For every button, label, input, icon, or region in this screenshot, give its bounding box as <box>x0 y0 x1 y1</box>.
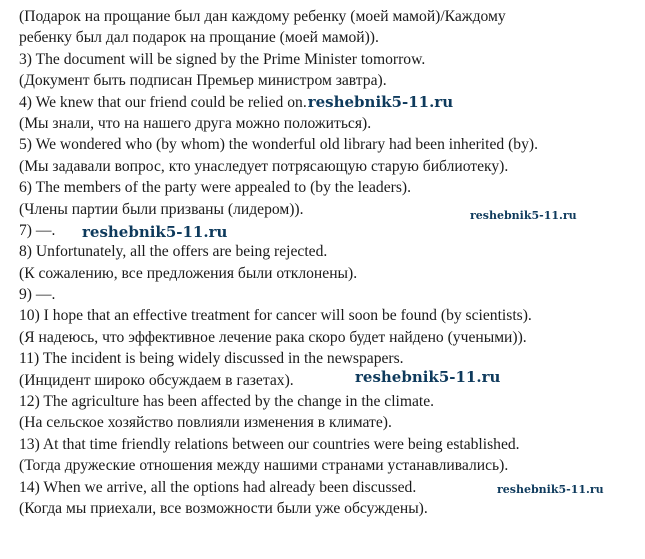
watermark: reshebnik5-11.ru <box>82 223 228 241</box>
text-line: ребенку был дал подарок на прощание (моей мамой)). <box>19 29 379 47</box>
text-line: (Документ быть подписан Премьер министром завтра). <box>19 72 387 90</box>
text-line: 7) —. <box>19 221 56 239</box>
text-line: (К сожалению, все предложения были отклонены). <box>19 264 358 282</box>
document-body <box>19 6 641 519</box>
text-line: 8) Unfortunately, all the offers are being rejected. <box>19 243 328 261</box>
text-line: (Инцидент широко обсуждаем в газетах). <box>19 371 294 389</box>
text-line: (Мы знали, что на нашего друга можно положиться). <box>19 114 372 132</box>
text-line: 3) The document will be signed by the Prime Minister tomorrow. <box>19 50 426 68</box>
text-line: 14) When we arrive, all the options had already been discussed. <box>19 478 417 496</box>
watermark: reshebnik5-11.ru <box>497 483 604 496</box>
text-line: (Тогда дружеские отношения между нашими странами устанавливались). <box>19 457 509 475</box>
text-line: 6) The members of the party were appealed to (by the leaders). <box>19 179 411 197</box>
text-line: 12) The agriculture has been affected by the change in the climate. <box>19 393 435 411</box>
watermark: reshebnik5-11.ru <box>307 92 454 111</box>
text-line: (Подарок на прощание был дан каждому ребенку (моей мамой)/Каждому <box>19 8 506 25</box>
text-line: (На сельское хозяйство повлияли изменения в климате). <box>19 414 392 432</box>
watermark: reshebnik5-11.ru <box>355 368 501 386</box>
text-line: 5) We wondered who (by whom) the wonderful old library had been inherited (by). <box>19 136 538 154</box>
text-line: (Я надеюсь, что эффективное лечение рака скоро будет найдено (учеными)). <box>19 328 527 346</box>
text-line: 9) —. <box>19 286 56 304</box>
text-line: (Мы задавали вопрос, кто унаследует потрясающую старую библиотеку). <box>19 157 509 175</box>
text-line: (Члены партии были призваны (лидером)). <box>19 200 304 218</box>
text-line: 13) At that time friendly relations between our countries were being established. <box>19 435 520 453</box>
text-line: 11) The incident is being widely discussed in the newspapers. <box>19 350 404 368</box>
watermark: reshebnik5-11.ru <box>470 209 577 222</box>
text-line: 10) I hope that an effective treatment for cancer will soon be found (by scientists). <box>19 307 532 325</box>
text-line: 4) We knew that our friend could be relied on.reshebnik5-11.ru <box>19 92 454 111</box>
text-line: (Когда мы приехали, все возможности были уже обсуждены). <box>19 499 428 517</box>
